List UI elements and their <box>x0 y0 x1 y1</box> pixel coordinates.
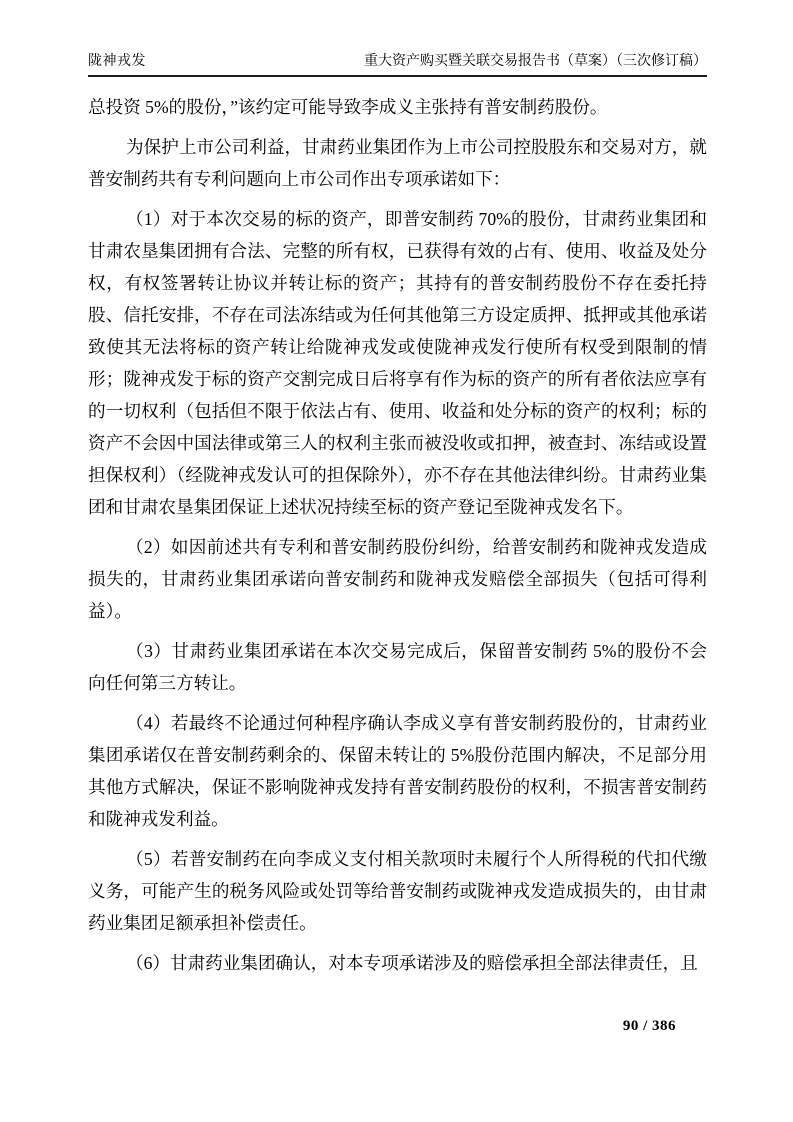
page-header <box>88 0 707 77</box>
document-body <box>88 91 707 979</box>
paragraph-item-4: （4）若最终不论通过何种程序确认李成义享有普安制药股份的，甘肃药业集团承诺仅在普安制药剩余的、保留未转让的 5%股份范围内解决，不足部分用其他方式解决，保证不影响陇神戎发持有普安制药股份的权利，不损害普安制药和陇神戎发利益。 <box>88 713 707 829</box>
header-document-title: 重大资产购买暨关联交易报告书（草案）（三次修订稿） <box>364 54 707 69</box>
paragraph-item-2: （2）如因前述共有专利和普安制药股份纠纷，给普安制药和陇神戎发造成损失的，甘肃药业集团承诺向普安制药和陇神戎发赔偿全部损失（包括可得利益）。 <box>88 537 707 621</box>
paragraph-intro: 为保护上市公司利益，甘肃药业集团作为上市公司控股股东和交易对方，就普安制药共有专利问题向上市公司作出专项承诺如下： <box>88 137 707 189</box>
paragraph-continuation: 总投资 5%的股份，”该约定可能导致李成义主张持有普安制药股份。 <box>88 97 608 117</box>
paragraph-item-5: （5）若普安制药在向李成义支付相关款项时未履行个人所得税的代扣代缴义务，可能产生的税务风险或处罚等给普安制药或陇神戎发造成损失的，由甘肃药业集团足额承担补偿责任。 <box>88 849 707 933</box>
paragraph-item-6: （6）甘肃药业集团确认，对本专项承诺涉及的赔偿承担全部法律责任，且 <box>126 953 698 973</box>
page-number: 90 / 386 <box>622 1018 676 1034</box>
paragraph-item-1: （1）对于本次交易的标的资产，即普安制药 70%的股份，甘肃药业集团和甘肃农垦集团拥有合法、完整的所有权，已获得有效的占有、使用、收益及处分权，有权签署转让协议并转让标的资产；其持有的普安制药股份不存在委托持股、信托安排，不存在司法冻结或为任何其他第三方设定质押、抵押或其他承诺致使其无法将标的资产转让给陇神戎发或使陇神戎发行使所有权受到限制的情形；陇神戎发于标的资产交割完成日后将享有作为标的资产的所有者依法应享有的一切权利（包括但不限于依法占有、使用、收益和处分标的资产的权利；标的资产不会因中国法律或第三人的权利主张而被没收或扣押，被查封、冻结或设置担保权利）（经陇神戎发认可的担保除外），亦不存在其他法律纠纷。甘肃药业集团和甘肃农垦集团保证上述状况持续至标的资产登记至陇神戎发名下。 <box>88 209 707 517</box>
header-company-name: 陇神戎发 <box>88 54 146 69</box>
paragraph-item-3: （3）甘肃药业集团承诺在本次交易完成后，保留普安制药 5%的股份不会向任何第三方转让。 <box>88 641 707 693</box>
